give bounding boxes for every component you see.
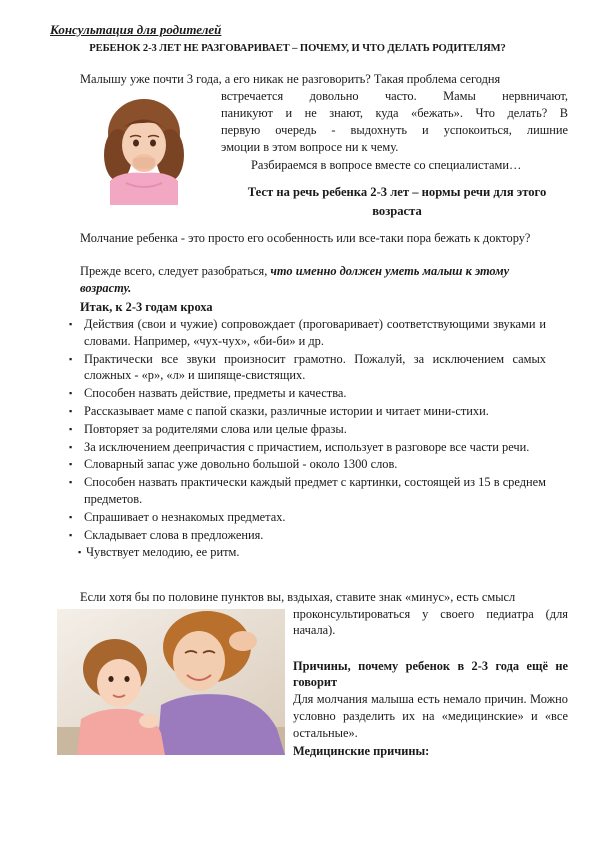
skill-item-text: Спрашивает о незнакомых предметах. [84, 509, 286, 524]
skill-item-text: Чувствует мелодию, ее ритм. [86, 545, 240, 560]
skills-list-heading: Итак, к 2-3 годам кроха [80, 300, 213, 314]
bullet-icon: ▪ [69, 423, 73, 434]
skill-item-3 [66, 385, 546, 402]
skill-item-text: Складывает слова в предложения. [84, 527, 264, 542]
intro-line-1: Малышу уже почти 3 года, а его никак не разговорить? Такая проблема сегодня [80, 72, 501, 86]
skill-item-text: Способен назвать практически каждый предмет с картинки, состоящей из 15 в среднем предметов. [84, 475, 546, 506]
checklist-advice-line: Если хотя бы по половине пунктов вы, вздыхая, ставите знак «минус», есть смысл [80, 590, 516, 604]
intro-line-4: первую очередь - выдохнуть и успокоиться, лишние [221, 123, 568, 137]
skill-item-7 [66, 456, 546, 473]
skill-item-text: Практически все звуки произносит грамотно. Пожалуй, за исключением самых сложных - «р», «л» и шипяще-свистящих. [84, 351, 546, 383]
intro-line-3: паникуют и не знают, куда «бежать». Что делать? В [221, 106, 568, 120]
reasons-paragraph: Для молчания малыша есть немало причин. Можно условно разделить их на «медицинские» и «все остальные». [293, 692, 568, 740]
skill-item-9 [66, 509, 546, 526]
medical-reasons-heading: Медицинские причины: [293, 744, 430, 758]
bullet-icon: ▪ [69, 405, 73, 416]
bullet-icon: ▪ [69, 319, 73, 329]
bullet-icon: ▪ [69, 388, 73, 399]
skill-item-text: Словарный запас уже довольно большой - около 1300 слов. [84, 457, 398, 472]
intro-line-2: встречается довольно часто. Мамы нервничают, [221, 89, 568, 103]
intro-line-5: эмоции в этом вопросе ни к чему. [221, 140, 399, 154]
intro-line-6: Разбираемся в вопросе вместе со специалистами… [251, 158, 522, 172]
skill-item-text: Действия (свои и чужие) сопровождает (проговаривает) соответствующими звуками и словами. Например, «чух-чух», «би-би» и др. [84, 317, 546, 348]
skill-item-text: Способен назвать действие, предметы и качества. [84, 386, 347, 401]
skill-item-5 [66, 421, 546, 438]
bullet-icon: ▪ [69, 477, 73, 488]
document-heading: Консультация для родителей [50, 22, 222, 37]
bullet-icon: ▪ [69, 353, 73, 364]
first-step-plain: Прежде всего, следует разобраться, [80, 264, 271, 278]
speech-skills-list [66, 316, 546, 561]
mother-and-child-photo [57, 609, 285, 755]
bullet-icon: ▪ [78, 547, 82, 558]
skill-item-2 [66, 351, 546, 385]
skill-item-text: Рассказывает маме с папой сказки, различные истории и читает мини-стихи. [84, 403, 489, 418]
first-step-emphasis: что именно должен уметь малыш к этому возрасту. [80, 264, 510, 295]
bullet-icon: ▪ [69, 459, 73, 470]
bullet-icon: ▪ [69, 441, 73, 452]
silence-question-paragraph: Молчание ребенка - это просто его особенность или все-таки пора бежать к доктору? [80, 231, 531, 245]
skill-item-text: За исключением деепричастия с причастием, использует в разговоре все части речи. [84, 439, 530, 454]
skill-item-1 [66, 316, 546, 350]
consult-pediatrician-text: проконсультироваться у своего педиатра (для начала). [293, 607, 568, 638]
skill-item-10 [66, 527, 546, 544]
skill-item-4 [66, 403, 546, 420]
article-title: РЕБЕНОК 2-3 ЛЕТ НЕ РАЗГОВАРИВАЕТ – ПОЧЕМУ, И ЧТО ДЕЛАТЬ РОДИТЕЛЯМ? [89, 43, 506, 54]
bullet-icon: ▪ [69, 511, 73, 522]
skill-item-11 [66, 544, 546, 561]
bullet-icon: ▪ [69, 529, 73, 540]
speech-test-subheading: Тест на речь ребенка 2-3 лет – нормы речи для этого возраста [247, 185, 547, 218]
skill-item-8 [66, 474, 546, 508]
girl-photo [96, 93, 192, 205]
skill-item-6 [66, 439, 546, 456]
first-step-paragraph [80, 263, 542, 297]
skill-item-text: Повторяет за родителями слова или целые фразы. [84, 421, 347, 436]
reasons-heading: Причины, почему ребенок в 2-3 года ещё не говорит [293, 659, 568, 690]
